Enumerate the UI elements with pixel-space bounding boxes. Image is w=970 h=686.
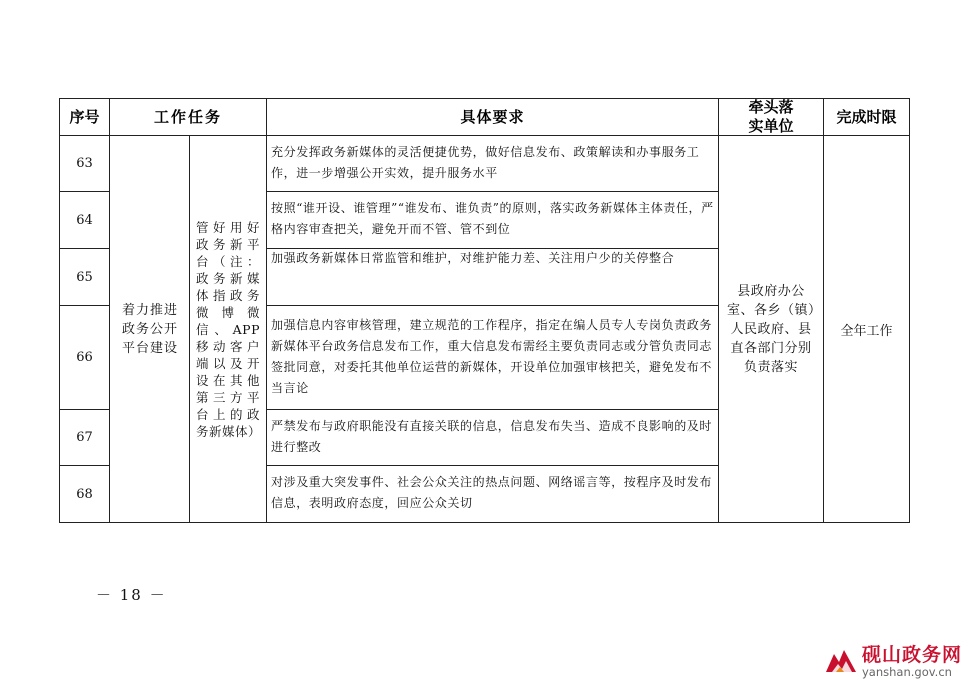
- watermark-url: yanshan.gov.cn: [862, 665, 952, 679]
- requirement-text: 对涉及重大突发事件、社会公众关注的热点问题、网络谣言等，按程序及时发布信息，表明政府态度，回应公众关切: [271, 475, 713, 510]
- header-unit: 牵头落实单位: [748, 98, 794, 135]
- row-number: 68: [76, 486, 93, 502]
- page-number: － 18 －: [96, 586, 167, 604]
- task-sub-cell: [196, 136, 260, 522]
- requirement-text: 加强政务新媒体日常监管和维护，对维护能力差、关注用户少的关停整合: [271, 251, 675, 265]
- mountain-logo-icon: [824, 642, 858, 676]
- header-deadline: 完成时限: [836, 107, 897, 126]
- row-number: 65: [76, 269, 93, 285]
- unit-text: 县政府办公室、各乡（镇）人民政府、县直各部门分别负责落实: [726, 283, 815, 375]
- header-seq: 序号: [69, 107, 100, 126]
- task-main-cell: [118, 136, 182, 522]
- row-number: 64: [76, 212, 93, 228]
- row-number: 66: [76, 350, 93, 365]
- row-number: 63: [76, 156, 93, 171]
- row-number: 67: [76, 430, 93, 445]
- task-main-text: 着力推进政务公开平台建设: [121, 302, 178, 356]
- header-task: 工作任务: [153, 107, 222, 126]
- header-requirement: 具体要求: [460, 107, 525, 126]
- deadline-cell: [824, 136, 909, 522]
- requirement-text: 按照“谁开设、谁管理”“谁发布、谁负责”的原则，落实政务新媒体主体责任，严格内容审查把关，避免开而不管、管不到位: [271, 201, 714, 236]
- unit-cell: [724, 136, 818, 522]
- task-sub-text: 管好用好政务新平台（注：政务新媒体指政务微博微信、APP移动客户端以及开设在其他第三方平台上的政务新媒体）: [196, 219, 262, 439]
- watermark-title: 砚山政务网: [862, 644, 963, 666]
- requirement-text: 充分发挥政务新媒体的灵活便捷优势，做好信息发布、政策解读和办事服务工作，进一步增强公开实效，提升服务水平: [271, 145, 700, 180]
- requirement-text: 加强信息内容审核管理，建立规范的工作程序，指定在编人员专人专岗负责政务新媒体平台政务信息发布工作，重大信息发布需经主要负责同志或分管负责同志签批同意，对委托其他单位运营的新媒体，开设单位加强审核把关，避免发布不当言论: [271, 318, 713, 395]
- deadline-text: 全年工作: [840, 323, 893, 339]
- site-watermark: [824, 638, 964, 682]
- requirement-text: 严禁发布与政府职能没有直接关联的信息，信息发布失当、造成不良影响的及时进行整改: [271, 419, 713, 454]
